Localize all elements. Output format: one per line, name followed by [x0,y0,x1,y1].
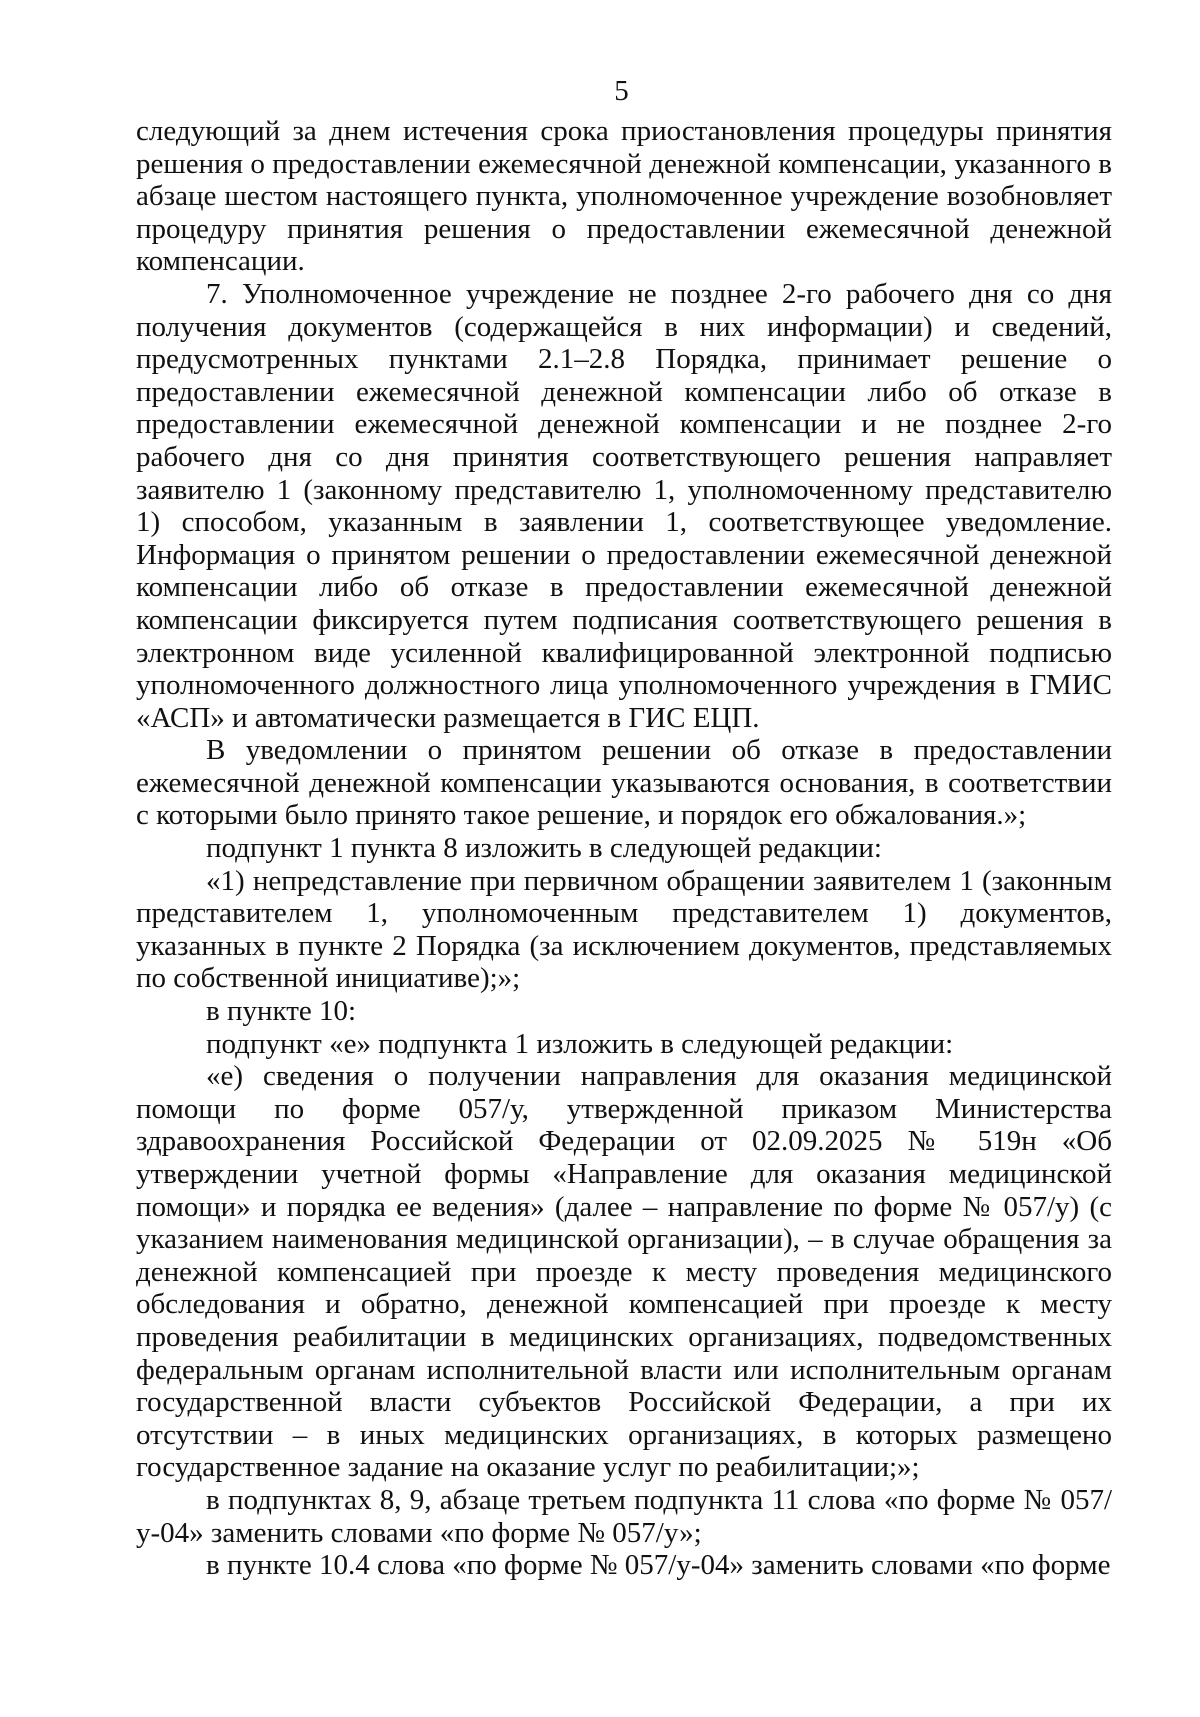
paragraph-amend-subitem-e: подпункт «е» подпункта 1 изложить в следующей редакции: [206,1027,954,1060]
paragraph-item-7: 7. Уполномоченное учреждение не позднее 2-го рабочего дня со дня получения документов (содержащейся в них информации) и сведений, предусмотренных пунктами 2.1–2.8 Порядка, принимает решение о предоставлении ежемесячной денежной компенсации либо об отказе в предоставлении ежемесячной денежной компенсации и не позднее 2-го рабочего дня со дня принятия соответствующего решения направляет заявителю 1 (законному представителю 1, уполномоченному представителю 1) способом, указанным в заявлении 1, соответствующее уведомление. Информация о принятом решении о предоставлении ежемесячной денежной компенсации либо об отказе в предоставлении ежемесячной денежной компенсации фиксируется путем подписания соответствующего решения в электронном виде усиленной квалифицированной электронной подписью уполномоченного должностного лица уполномоченного учреждения в ГМИС «АСП» и автоматически размещается в ГИС ЕЦП. [136,277,1112,734]
paragraph-continuation: следующий за днем истечения срока приостановления процедуры принятия решения о предоставлении ежемесячной денежной компенсации, указанного в абзаце шестом настоящего пункта, уполномоченное учреждение возобновляет процедуру принятия решения о предоставлении ежемесячной денежной компенсации. [136,115,1112,278]
paragraph-item-10-4: в пункте 10.4 слова «по форме № 057/у-04» заменить словами «по форме [206,1549,1111,1582]
paragraph-new-subitem-e: «е) сведения о получении направления для оказания медицинской помощи по форме 057/у, утвержденной приказом Министерства здравоохранения Российской Федерации от 02.09.2025 № 519н «Об утверждении учетной формы «Направление для оказания медицинской помощи» и порядка ее ведения» (далее – направление по форме № 057/у) (с указанием наименования медицинской организации), – в случае обращения за денежной компенсацией при проезде к месту проведения медицинского обследования и обратно, денежной компенсацией при проезде к месту проведения реабилитации в медицинских организациях, подведомственных федеральным органам исполнительной власти или исполнительным органам государственной власти субъектов Российской Федерации, а при их отсутствии – в иных медицинских организациях, в которых размещено государственное задание на оказание услуг по реабилитации;»; [136,1060,1112,1484]
document-body [136,115,1112,1582]
paragraph-new-subitem-1: «1) непредставление при первичном обращении заявителем 1 (законным представителем 1, уполномоченным представителем 1) документов, указанных в пункте 2 Порядка (за исключением документов, представляемых по собственной инициативе);»; [136,864,1112,995]
paragraph-amend-subitem-1-item-8: подпункт 1 пункта 8 изложить в следующей редакции: [206,832,882,865]
paragraph-subitems-8-9-11: в подпунктах 8, 9, абзаце третьем подпункта 11 слова «по форме № 057/у-04» заменить словами «по форме № 057/у»; [136,1483,1112,1549]
page-number: 5 [614,75,629,107]
paragraph-in-item-10: в пункте 10: [206,995,357,1028]
paragraph-refusal-notice: В уведомлении о принятом решении об отказе в предоставлении ежемесячной денежной компенсации указываются основания, в соответствии с которыми было принято такое решение, и порядок его обжалования.»; [136,734,1112,832]
